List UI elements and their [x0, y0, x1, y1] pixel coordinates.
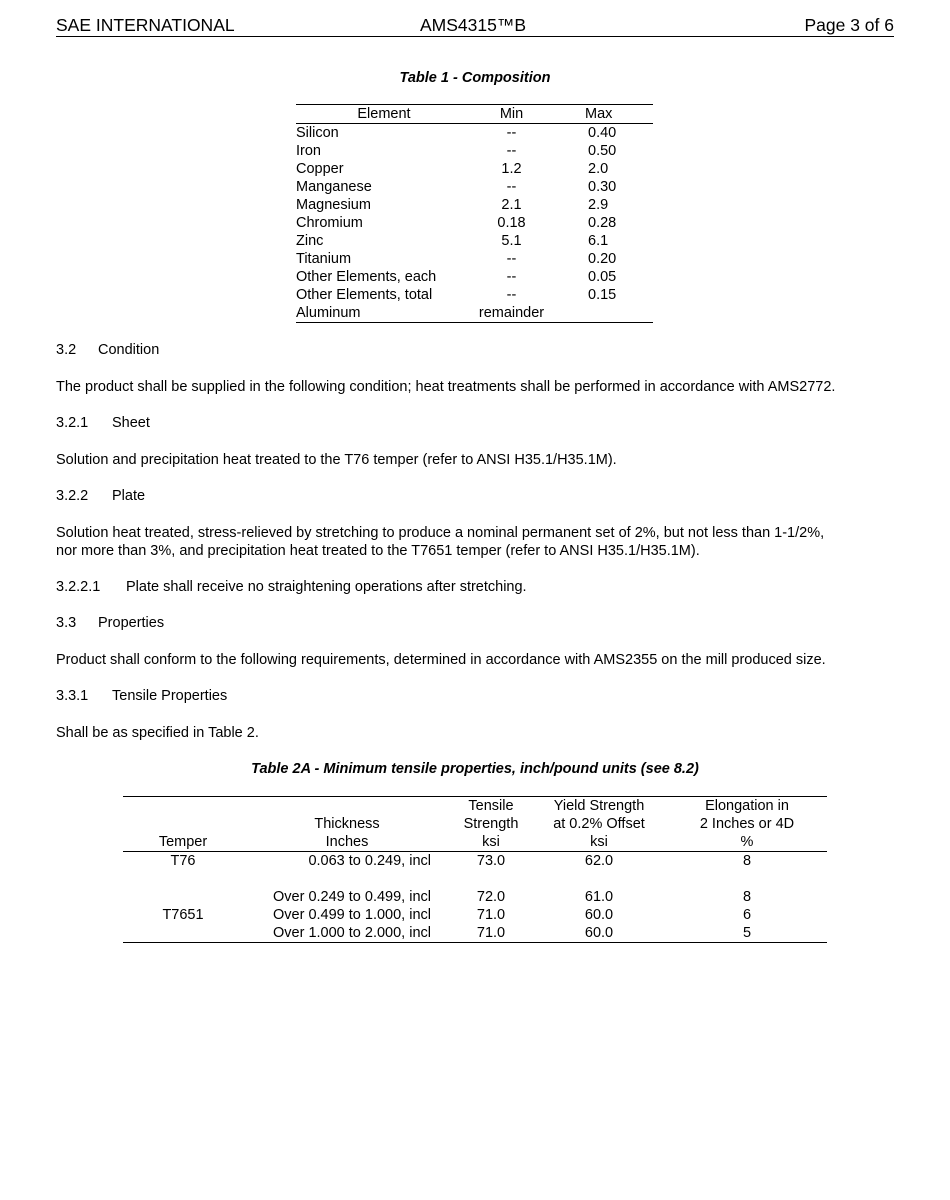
section-title: Plate: [112, 488, 146, 504]
element-name: Chromium: [296, 215, 363, 231]
cell-elongation: 8: [742, 853, 752, 869]
column-header-thickness: Thickness Inches: [243, 797, 451, 852]
cell-tensile: 71.0: [476, 925, 506, 941]
element-max: 0.30: [588, 179, 617, 195]
element-max: 2.9: [588, 197, 609, 213]
table-row: [296, 268, 653, 286]
cell-yield: 60.0: [584, 907, 614, 923]
table-row: [123, 924, 827, 943]
cell-thickness: Over 1.000 to 2.000, incl: [273, 925, 431, 941]
cell-temper: T7651: [162, 907, 204, 923]
table-row: [296, 214, 653, 232]
tensile-properties-table: [123, 796, 827, 943]
column-header-elongation: Elongation in 2 Inches or 4D %: [667, 797, 827, 852]
header-page-number: Page 3 of 6: [804, 15, 894, 35]
element-max: 0.05: [588, 269, 617, 285]
cell-thickness: Over 0.499 to 1.000, incl: [273, 907, 431, 923]
section-3-3-1-heading: [56, 687, 894, 705]
element-min: --: [506, 287, 517, 303]
table-row: [123, 852, 827, 871]
element-min: 2.1: [501, 197, 522, 213]
element-min: --: [506, 251, 517, 267]
element-max: 0.28: [588, 215, 617, 231]
page-header: [56, 15, 894, 37]
section-number: 3.3.1: [56, 688, 89, 704]
cell-elongation: 5: [742, 925, 752, 941]
cell-yield: 60.0: [584, 925, 614, 941]
element-max: 2.0: [588, 161, 609, 177]
element-name: Titanium: [296, 251, 352, 267]
cell-tensile: 72.0: [476, 889, 506, 905]
element-name: Aluminum: [296, 305, 361, 321]
table-row: [296, 178, 653, 196]
table-row: [296, 160, 653, 178]
section-3-2-2-paragraph-line2: nor more than 3%, and precipitation heat treated to the T7651 temper (refer to ANSI H35.1/H35.1M).: [56, 543, 700, 559]
table-row: [296, 142, 653, 160]
element-min: --: [506, 125, 517, 141]
section-3-2-1-paragraph: Solution and precipitation heat treated to the T76 temper (refer to ANSI H35.1/H35.1M).: [56, 452, 617, 468]
element-max: 0.50: [588, 143, 617, 159]
element-name: Other Elements, total: [296, 287, 433, 303]
element-name: Manganese: [296, 179, 372, 195]
cell-thickness: Over 0.249 to 0.499, incl: [273, 889, 431, 905]
element-max: 0.15: [588, 287, 617, 303]
column-header-temper: Temper: [123, 797, 243, 852]
composition-table: [296, 104, 653, 323]
section-3-2-1-heading: [56, 414, 894, 432]
cell-temper: [123, 924, 243, 943]
table-row: [123, 888, 827, 906]
section-3-3-heading: [56, 614, 894, 632]
cell-temper: T76: [170, 853, 196, 869]
cell-tensile: 71.0: [476, 907, 506, 923]
element-name: Zinc: [296, 233, 324, 249]
element-max: 6.1: [588, 233, 609, 249]
cell-elongation: 8: [742, 889, 752, 905]
section-title: Condition: [98, 342, 160, 358]
element-min: 1.2: [501, 161, 522, 177]
section-3-3-1-paragraph: Shall be as specified in Table 2.: [56, 725, 259, 741]
table-row: [296, 124, 653, 143]
element-name: Other Elements, each: [296, 269, 437, 285]
cell-elongation: 6: [742, 907, 752, 923]
table1-caption: Table 1 - Composition: [399, 70, 551, 86]
element-max: 0.20: [588, 251, 617, 267]
element-max: [551, 304, 653, 323]
spacer-row: [123, 870, 827, 888]
table-header-row: [296, 105, 653, 124]
column-header-min: Min: [472, 105, 551, 124]
element-name: Copper: [296, 161, 344, 177]
section-3-2-paragraph: The product shall be supplied in the following condition; heat treatments shall be performed in accordance with AMS2772.: [56, 379, 836, 395]
table-row: [296, 232, 653, 250]
header-organization: SAE INTERNATIONAL: [56, 15, 235, 35]
column-header-tensile-strength: Tensile Strength ksi: [451, 797, 531, 852]
element-min: 5.1: [501, 233, 522, 249]
table2-caption: Table 2A - Minimum tensile properties, inch/pound units (see 8.2): [251, 761, 699, 777]
header-document-id: AMS4315™B: [420, 15, 527, 35]
cell-temper: [123, 888, 243, 906]
table-row: [296, 304, 653, 323]
section-number: 3.3: [56, 615, 77, 631]
cell-yield: 62.0: [584, 853, 614, 869]
section-number: 3.2.2: [56, 488, 89, 504]
element-max: 0.40: [588, 125, 617, 141]
table-header-row: [123, 797, 827, 852]
table-row: [296, 196, 653, 214]
element-name: Magnesium: [296, 197, 371, 213]
section-title: Tensile Properties: [112, 688, 228, 704]
element-min: --: [506, 143, 517, 159]
element-name: Iron: [296, 143, 321, 159]
column-header-max: Max: [551, 105, 653, 124]
section-3-2-2-1: [56, 578, 894, 596]
section-title: Sheet: [112, 415, 150, 431]
section-3-2-2-heading: [56, 487, 894, 505]
table-row: [296, 286, 653, 304]
element-min: remainder: [478, 305, 545, 321]
table-row: [296, 250, 653, 268]
section-number: 3.2.1: [56, 415, 89, 431]
section-text: Plate shall receive no straightening operations after stretching.: [126, 579, 527, 595]
cell-thickness: 0.063 to 0.249, incl: [308, 853, 431, 869]
section-number: 3.2.2.1: [56, 579, 101, 595]
section-3-2-2-paragraph-line1: Solution heat treated, stress-relieved by stretching to produce a nominal permanent set of 2%, but not less than 1-1/2%,: [56, 525, 825, 541]
section-title: Properties: [98, 615, 165, 631]
column-header-yield-strength: Yield Strength at 0.2% Offset ksi: [531, 797, 667, 852]
cell-tensile: 73.0: [476, 853, 506, 869]
section-3-2-heading: [56, 341, 894, 359]
table-row: [123, 906, 827, 924]
section-number: 3.2: [56, 342, 77, 358]
column-header-element: Element: [296, 105, 472, 124]
element-min: 0.18: [497, 215, 526, 231]
element-name: Silicon: [296, 125, 339, 141]
cell-yield: 61.0: [584, 889, 614, 905]
element-min: --: [506, 179, 517, 195]
element-min: --: [506, 269, 517, 285]
section-3-3-paragraph: Product shall conform to the following requirements, determined in accordance with AMS2355 on the mill produced size.: [56, 652, 826, 668]
